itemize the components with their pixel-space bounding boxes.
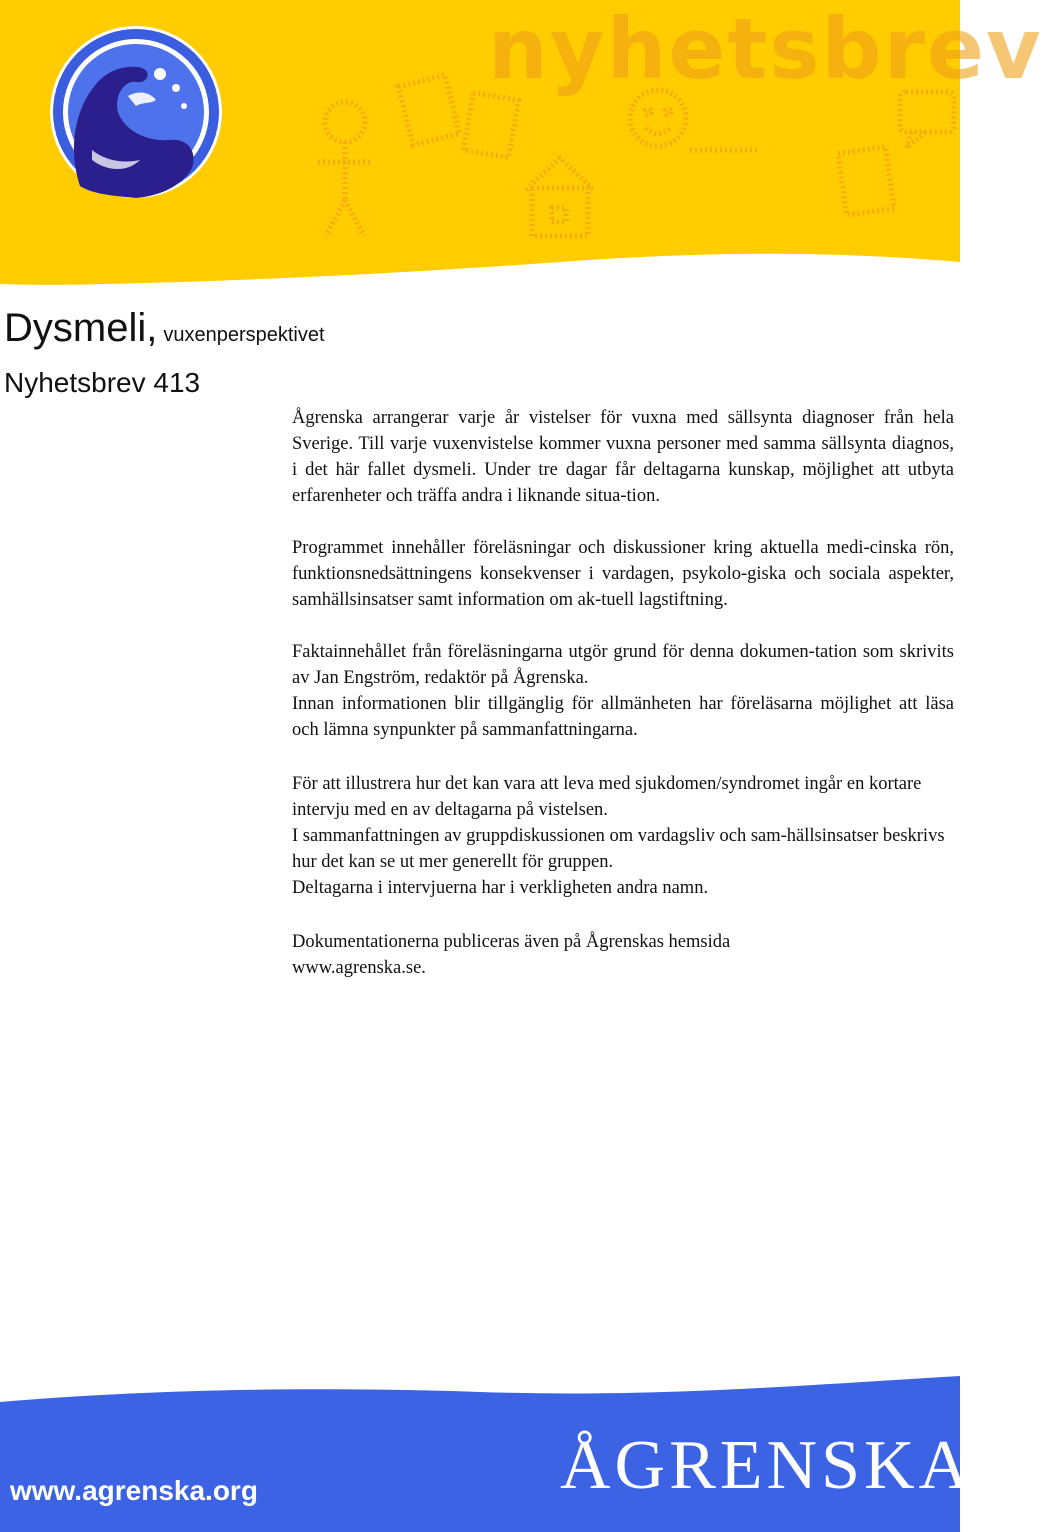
newsletter-wordmark: nyhetsbrev — [488, 0, 1043, 98]
issue-number: Nyhetsbrev 413 — [4, 367, 201, 398]
body-text — [292, 405, 954, 981]
text-line: cinska rön, funktionsnedsättningens konsekvenser i vardagen, psykolo- — [292, 538, 954, 584]
text-line: För att illustrera hur det kan vara att leva med sjukdomen/syndromet ingår — [292, 774, 843, 794]
paragraph-publish — [292, 929, 954, 981]
title-main: Dysmeli, — [4, 306, 158, 350]
text-line: Deltagarna i intervjuerna har i verkligheten andra namn. — [292, 878, 709, 898]
footer-website-link[interactable]: www.agrenska.org — [10, 1475, 258, 1506]
text-line: möjlighet att läsa och lämna synpunkter på sammanfattningarna. — [292, 694, 955, 740]
paragraph-intro — [292, 405, 954, 509]
text-line: hela Sverige. Till varje vuxenvistelse kommer vuxna personer med samma — [292, 408, 954, 454]
paragraph-program — [292, 535, 954, 613]
text-line: tuell lagstiftning. — [601, 590, 728, 610]
paragraph-interview — [292, 771, 954, 901]
text-line: giska och sociala aspekter, samhällsinsatser samt information om ak- — [292, 564, 954, 610]
page-title — [4, 304, 944, 359]
agrenska-logo-wordmark: ÅGRENSKA — [560, 1427, 974, 1504]
text-line: hällsinsatser beskrivs hur det kan se ut mer generellt för gruppen. — [292, 826, 945, 872]
text-line: I sammanfattningen av gruppdiskussionen om vardagsliv och sam- — [292, 826, 787, 846]
text-line: tation som skrivits av Jan Engström, redaktör på Ågrenska. — [292, 642, 955, 688]
website-link[interactable]: www.agrenska.se. — [292, 958, 426, 978]
title-subtitle: vuxenperspektivet — [163, 324, 325, 346]
text-line: Innan informationen blir tillgänglig för allmänheten har föreläsarna — [292, 694, 813, 714]
text-line: Programmet innehåller föreläsningar och diskussioner kring aktuella medi- — [292, 538, 870, 558]
text-line: kunskap, möjlighet att utbyta erfarenheter och träffa andra i liknande situa- — [292, 460, 955, 506]
text-line: Ågrenska arrangerar varje år vistelser för vuxna med sällsynta diagnoser från — [292, 408, 914, 428]
paragraph-facts — [292, 639, 954, 743]
title-block — [4, 304, 944, 401]
wave-logo-icon — [50, 26, 222, 198]
text-line: tion. — [626, 486, 660, 506]
text-line: en kortare intervju med en av deltagarna på vistelsen. — [292, 774, 922, 820]
text-line: sällsynta diagnos, i det här fallet dysmeli. Under tre dagar får deltagarna — [292, 434, 955, 480]
text-line: Dokumentationerna publiceras även på Ågrenskas hemsida — [292, 932, 731, 952]
text-line: Faktainnehållet från föreläsningarna utgör grund för denna dokumen- — [292, 642, 815, 662]
